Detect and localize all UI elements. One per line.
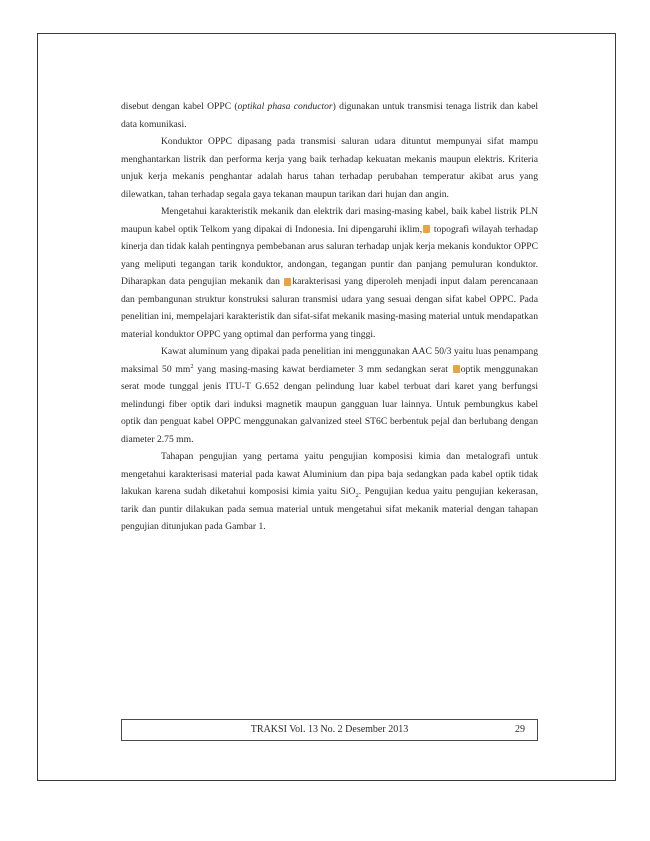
- annotation-marker-icon[interactable]: [453, 365, 460, 373]
- text-run: Kawat aluminum yang dipakai pada penelitian ini menggunakan AAC 50/3 yaitu luas penampang maksimal 50 mm: [121, 346, 538, 375]
- text-run: Tahapan pengujian yang pertama yaitu pengujian komposisi kimia dan metalografi untuk mengetahui karakterisasi material pada kawat Aluminium dan pipa baja sedangkan pada kabel optik tidak lakukan karena sudah diketahui komposisi kimia yaitu SiO: [121, 451, 538, 497]
- subscript: 2: [355, 491, 359, 499]
- body-paragraph: [121, 133, 538, 203]
- text-run: optik menggunakan serat mode tunggal jenis ITU-T G.652 dengan pelindung luar kabel terbuat dari karet yang berfungsi melindungi fiber optik dari induksi magnetik maupun gangguan luar lainnya. Untuk pembungkus kabel optik dan penguat kabel OPPC menggunakan galvanized steel ST6C berbentuk pejal dan berlubang dengan diameter 2.75 mm.: [121, 363, 538, 445]
- body-paragraph: [121, 203, 538, 343]
- page-footer: [121, 719, 538, 741]
- text-run: topografi wilayah terhadap kinerja dan tidak kalah pentingnya pembebanan arus saluran terhadap unjak kerja mekanis konduktor OPPC yang meliputi tegangan tarik konduktor, andongan, tegangan puntir dan panjang pemuluran konduktor. Diharapkan data pengujian mekanik dan: [121, 223, 538, 287]
- page-number: 29: [515, 724, 525, 735]
- body-paragraph: [121, 343, 538, 448]
- page-body: [121, 98, 538, 536]
- annotation-marker-icon[interactable]: [284, 278, 291, 286]
- text-run: . Pengujian kedua yaitu pengujian kekerasan, tarik dan puntir dilakukan pada semua material untuk mengetahui sifat mekanik material dengan tahapan pengujian ditunjukan pada Gambar 1.: [121, 486, 538, 532]
- body-paragraph: [121, 448, 538, 536]
- superscript: 2: [190, 362, 194, 370]
- journal-citation: TRAKSI Vol. 13 No. 2 Desember 2013: [250, 724, 409, 735]
- text-run: Mengetahui karakteristik mekanik dan elektrik dari masing-masing kabel, baik kabel listrik PLN maupun kabel optik Telkom yang dipakai di Indonesia. Ini dipengaruhi iklim,: [121, 206, 538, 235]
- document-page: [37, 33, 616, 781]
- text-run: Konduktor OPPC dipasang pada transmisi saluran udara dituntut mempunyai sifat mampu menghantarkan listrik dan performa kerja yang baik terhadap kekuatan mekanis maupun elektris. Kriteria unjuk kerja mekanis penghantar adalah harus tahan terhadap perubahan temperatur akibat arus yang dilewatkan, tahan terhadap segala gaya tekanan maupun tarikan dari hujan dan angin.: [121, 136, 538, 200]
- annotation-marker-icon[interactable]: [423, 225, 430, 233]
- text-run: yang masing-masing kawat berdiameter 3 mm sedangkan serat: [193, 363, 452, 375]
- italic-term: optikal phasa conductor: [237, 101, 333, 112]
- text-run: disebut dengan kabel OPPC (: [121, 101, 238, 112]
- text-run: ) digunakan untuk transmisi tenaga listrik dan kabel data komunikasi.: [121, 101, 539, 130]
- text-run: karakterisasi yang diperoleh menjadi input dalam perencanaan dan pembangunan struktur konstruksi saluran transmisi udara yang sesuai dengan sifat kabel OPPC. Pada penelitian ini, mempelajari karakteristik dan sifat-sifat mekanik masing-masing material untuk mendapatkan material konduktor OPPC yang optimal dan performa yang tinggi.: [121, 276, 538, 340]
- body-paragraph: [121, 98, 538, 133]
